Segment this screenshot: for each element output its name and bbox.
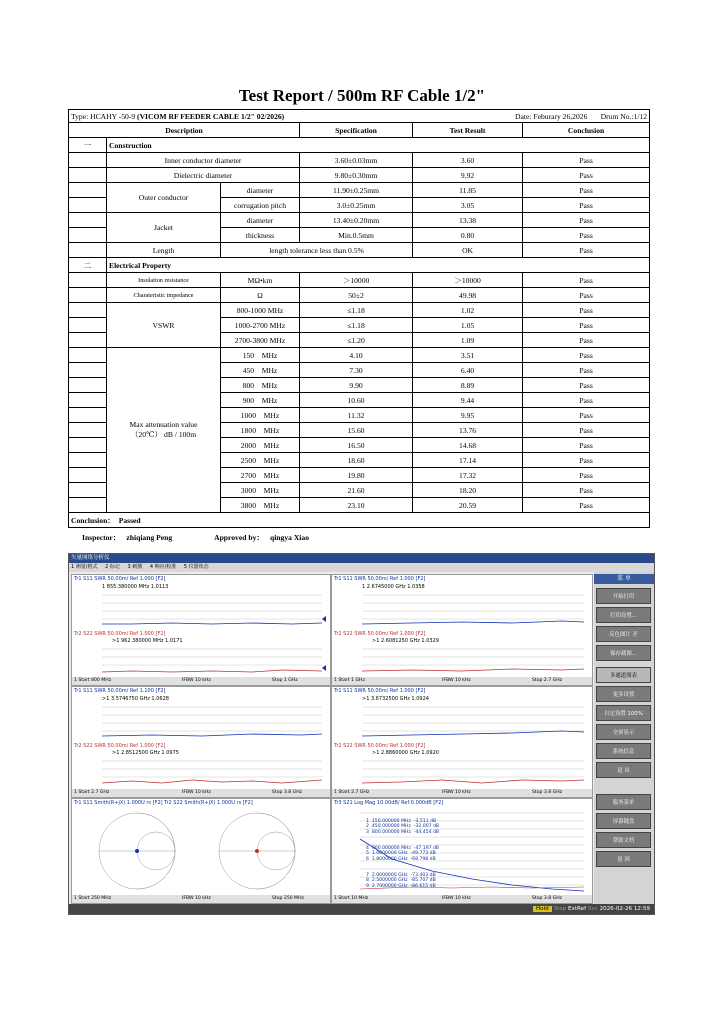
svg-text:>1 2.8512500 GHz 1.0975: >1 2.8512500 GHz 1.0975	[112, 750, 179, 756]
table-row: 2500 MHz 18.60 17.14 Pass	[69, 453, 650, 468]
section-num: 一	[69, 138, 107, 153]
atten-desc: Max attenuation value （20℃） dB / 100m	[107, 348, 221, 513]
table-row: 3800 MHz 23.10 20.59 Pass	[69, 498, 650, 513]
softkey-button[interactable]: 系统信息	[596, 743, 651, 759]
col-description: Description	[69, 123, 300, 138]
menu-item[interactable]: 4 响应/校准	[149, 564, 177, 570]
smith-chart	[72, 799, 330, 895]
vswr-pane-4: Tr1 S11 SWR 50.00m/ Ref 1.000 [F2] >1 3.6732500 GHz 1.0924 Tr2 S22 SWR 50.00m/ Ref 1.000 [F2] >1 2.8860000 GHz 1.0920 1 Start 2.7 GHz IFBW 10 kHz Stop 3.8 GHz	[331, 686, 593, 798]
table-row: 1000-2700 MHz ≤1.18 1.05 Pass	[69, 318, 650, 333]
softkey-button[interactable]: 反色图片 开	[596, 626, 651, 642]
table-row: Length length tolerance less than 0.5% OK Pass	[69, 243, 650, 258]
softkey-menu	[594, 572, 654, 904]
table-row: 1000 MHz 11.32 9.95 Pass	[69, 408, 650, 423]
vswr-pane-1: Tr1 S11 SWR 50.00m/ Ref 1.000 [F2] 1 855.380000 MHz 1.0113 Tr2 S22 SWR 50.00m/ Ref 1.000 [F2] >1 962.380000 MHz 1.0171 1 Start 800 MHz IFBW 10 kHz Stop 1 GHz	[71, 574, 331, 686]
table-row: thickness Min.0.5mm 0.80 Pass	[69, 228, 650, 243]
softkey-button[interactable]: 服务菜单	[596, 794, 651, 810]
svg-text:Tr2 S22 SWR 50.00m/ Ref 1.000: Tr2 S22 SWR 50.00m/ Ref 1.000 [F2]	[74, 743, 166, 749]
softkey-button[interactable]: 帮助文档	[596, 832, 651, 848]
table-row: VSWR 800-1000 MHz ≤1.18 1.02 Pass	[69, 303, 650, 318]
softkey-button[interactable]: 返 回	[596, 851, 651, 867]
table-row: Insulation resistance MΩ•km ＞10000 ＞10000 Pass	[69, 273, 650, 288]
date-drum-cell: Date: Feburary 26,2026 Drum No.:1/12	[413, 110, 650, 123]
pane-sub-header: Tr2 S22 SWR 50.00m/ Ref 1.000 [F2]	[74, 631, 166, 637]
table-row: 1800 MHz 15.60 13.76 Pass	[69, 423, 650, 438]
table-row: 900 MHz 10.60 9.44 Pass	[69, 393, 650, 408]
softkey-button[interactable]: 保存截图...	[596, 645, 651, 661]
report-table	[68, 109, 650, 528]
softkey-button[interactable]: 开始打印	[596, 588, 651, 604]
table-row: Dielectric diameter 9.80±0.30mm 9.92 Pass	[69, 168, 650, 183]
menu-item[interactable]: 2 标记	[105, 564, 120, 570]
softkey-button[interactable]: 屏幕键盘	[596, 813, 651, 829]
trace-plot	[332, 687, 592, 787]
vswr-pane-2: Tr1 S11 SWR 50.00m/ Ref 1.000 [F2] 1 2.6745000 GHz 1.0358 Tr2 S22 SWR 50.00m/ Ref 1.000 [F2] >1 2.6081250 GHz 1.0329 1 Start 1 GHz IFBW 10 kHz Stop 2.7 GHz	[331, 574, 593, 686]
menu-item[interactable]: 5 仪器状态	[183, 564, 209, 570]
table-row: Max attenuation value （20℃） dB / 100m 150 MHz 4.10 3.51 Pass	[69, 348, 650, 363]
col-test-result: Test Result	[413, 123, 523, 138]
trace-plot	[72, 575, 330, 675]
status-bar: Hold Stop ExtRef Svc 2026-02-26 12:59	[69, 904, 654, 914]
table-row: Outer conductor diameter 11.90±0.25mm 11.85 Pass	[69, 183, 650, 198]
softkey-button[interactable]: 多通道图表	[596, 667, 651, 683]
smith-pane: Tr1 S11 Smith(R+jX) 1.000U rs [F2] Tr2 S22 Smith(R+jX) 1.000U rs [F2] 1 Start 250 MHz IFBW 10 kHz Stop 250 MHz	[71, 798, 331, 904]
softkey-button[interactable]: 全屏显示	[596, 724, 651, 740]
analyzer-title: 矢量网络分析仪	[69, 554, 654, 563]
svg-text:Tr2 S22 SWR 50.00m/ Ref 1.000: Tr2 S22 SWR 50.00m/ Ref 1.000 [F2]	[334, 743, 426, 749]
softkey-button[interactable]: 退 出	[596, 762, 651, 778]
col-conclusion: Conclusion	[523, 123, 650, 138]
table-row: Jacket diameter 13.40±0.20mm 13.38 Pass	[69, 213, 650, 228]
analyzer-menu	[69, 563, 654, 572]
trace-plot	[72, 687, 330, 787]
signatures	[82, 532, 327, 543]
table-row: 2000 MHz 16.50 14.68 Pass	[69, 438, 650, 453]
softkey-button[interactable]: 自定设置 100%	[596, 705, 651, 721]
table-row: 2700-3800 MHz ≤1.20 1.09 Pass	[69, 333, 650, 348]
menu-title: 菜 单	[594, 574, 654, 584]
network-analyzer-screenshot	[68, 553, 655, 915]
marker-list: 1 150.000000 MHz -3.511 dB 2 450.000000 MHz -32.007 dB 3 800.000000 MHz -44.454 dB 4 900.000000 MHz -47.197 dB 5 1.0000000 GHz -49.773 dB 6 1.8000000 GHz -68.798 dB 7 2.0000000 GHz -73.403 dB 8 2.5000000 GHz -85.707 dB 9 2.7000000 GHz -86.615 dB	[366, 818, 440, 889]
svg-text:>1 962.380000 MHz 1.0171: >1 962.380000 MHz 1.0171	[112, 638, 183, 644]
table-row: 3000 MHz 21.60 18.20 Pass	[69, 483, 650, 498]
type-cell: Type: HCAHY -50-9 (VICOM RF FEEDER CABLE 1/2" 02/2026)	[69, 110, 413, 123]
table-row: 800 MHz 9.90 8.89 Pass	[69, 378, 650, 393]
menu-item[interactable]: 3 刺激	[127, 564, 143, 570]
vswr-pane-3: Tr1 S11 SWR 50.00m/ Ref 1.100 [F2] >1 3.5746750 GHz 1.0628 Tr2 S22 SWR 50.00m/ Ref 1.000 [F2] >1 2.8512500 GHz 1.0975 1 Start 2.7 GHz IFBW 10 kHz Stop 3.8 GHz	[71, 686, 331, 798]
logmag-pane: Tr3 S21 Log Mag 10.00dB/ Ref 0.000dB [F2] 1 150.000000 MHz -3.511 dB 2 450.000000 MHz -32.007 dB 3 800.000000 MHz -44.454 dB 4 900.000000 MHz -47.197 dB 5 1.0000000 GHz -49.773 dB 6 1.8000000 GHz -68.798 dB 7 2.0000000 GHz -73.403 dB 8 2.5000000 GHz -85.707 dB 9 2.7000000 GHz -86.615 dB 1 Start 10 MHz IFBW 10 kHz Stop 3.8 GHz	[331, 798, 593, 904]
svg-text:>1 2.6081250 GHz 1.0329: >1 2.6081250 GHz 1.0329	[372, 638, 439, 644]
approved-name: qingya Xiao	[269, 533, 310, 542]
section-construction: Construction	[107, 138, 650, 153]
table-row: corrugation pitch 3.0±0.25mm 3.05 Pass	[69, 198, 650, 213]
svg-text:Tr2 S22 SWR 50.00m/ Ref 1.000: Tr2 S22 SWR 50.00m/ Ref 1.000 [F2]	[334, 631, 426, 637]
svg-text:>1 2.8860000 GHz 1.0920: >1 2.8860000 GHz 1.0920	[372, 750, 439, 756]
page-title: Test Report / 500m RF Cable 1/2"	[238, 86, 486, 105]
inspector-name: zhiqiang Peng	[126, 533, 173, 542]
table-row: 2700 MHz 19.80 17.32 Pass	[69, 468, 650, 483]
section-num: 二	[69, 258, 107, 273]
conclusion-row: Conclusion： Passed	[69, 513, 650, 528]
col-specification: Specification	[300, 123, 413, 138]
section-electrical: Electrical Property	[107, 258, 650, 273]
softkey-button[interactable]: 更多设置	[596, 686, 651, 702]
menu-item[interactable]: 1 测量/格式	[71, 564, 98, 570]
trace-plot	[332, 575, 592, 675]
table-row: Inner conductor diameter 3.60±0.03mm 3.60 Pass	[69, 153, 650, 168]
table-row: 450 MHz 7.30 6.40 Pass	[69, 363, 650, 378]
approved-label: Approved by：	[214, 533, 264, 542]
inspector-label: Inspector：	[82, 533, 121, 542]
softkey-button[interactable]: 打印设置...	[596, 607, 651, 623]
table-row: Charateristic impedance Ω 50±2 49.98 Pass	[69, 288, 650, 303]
